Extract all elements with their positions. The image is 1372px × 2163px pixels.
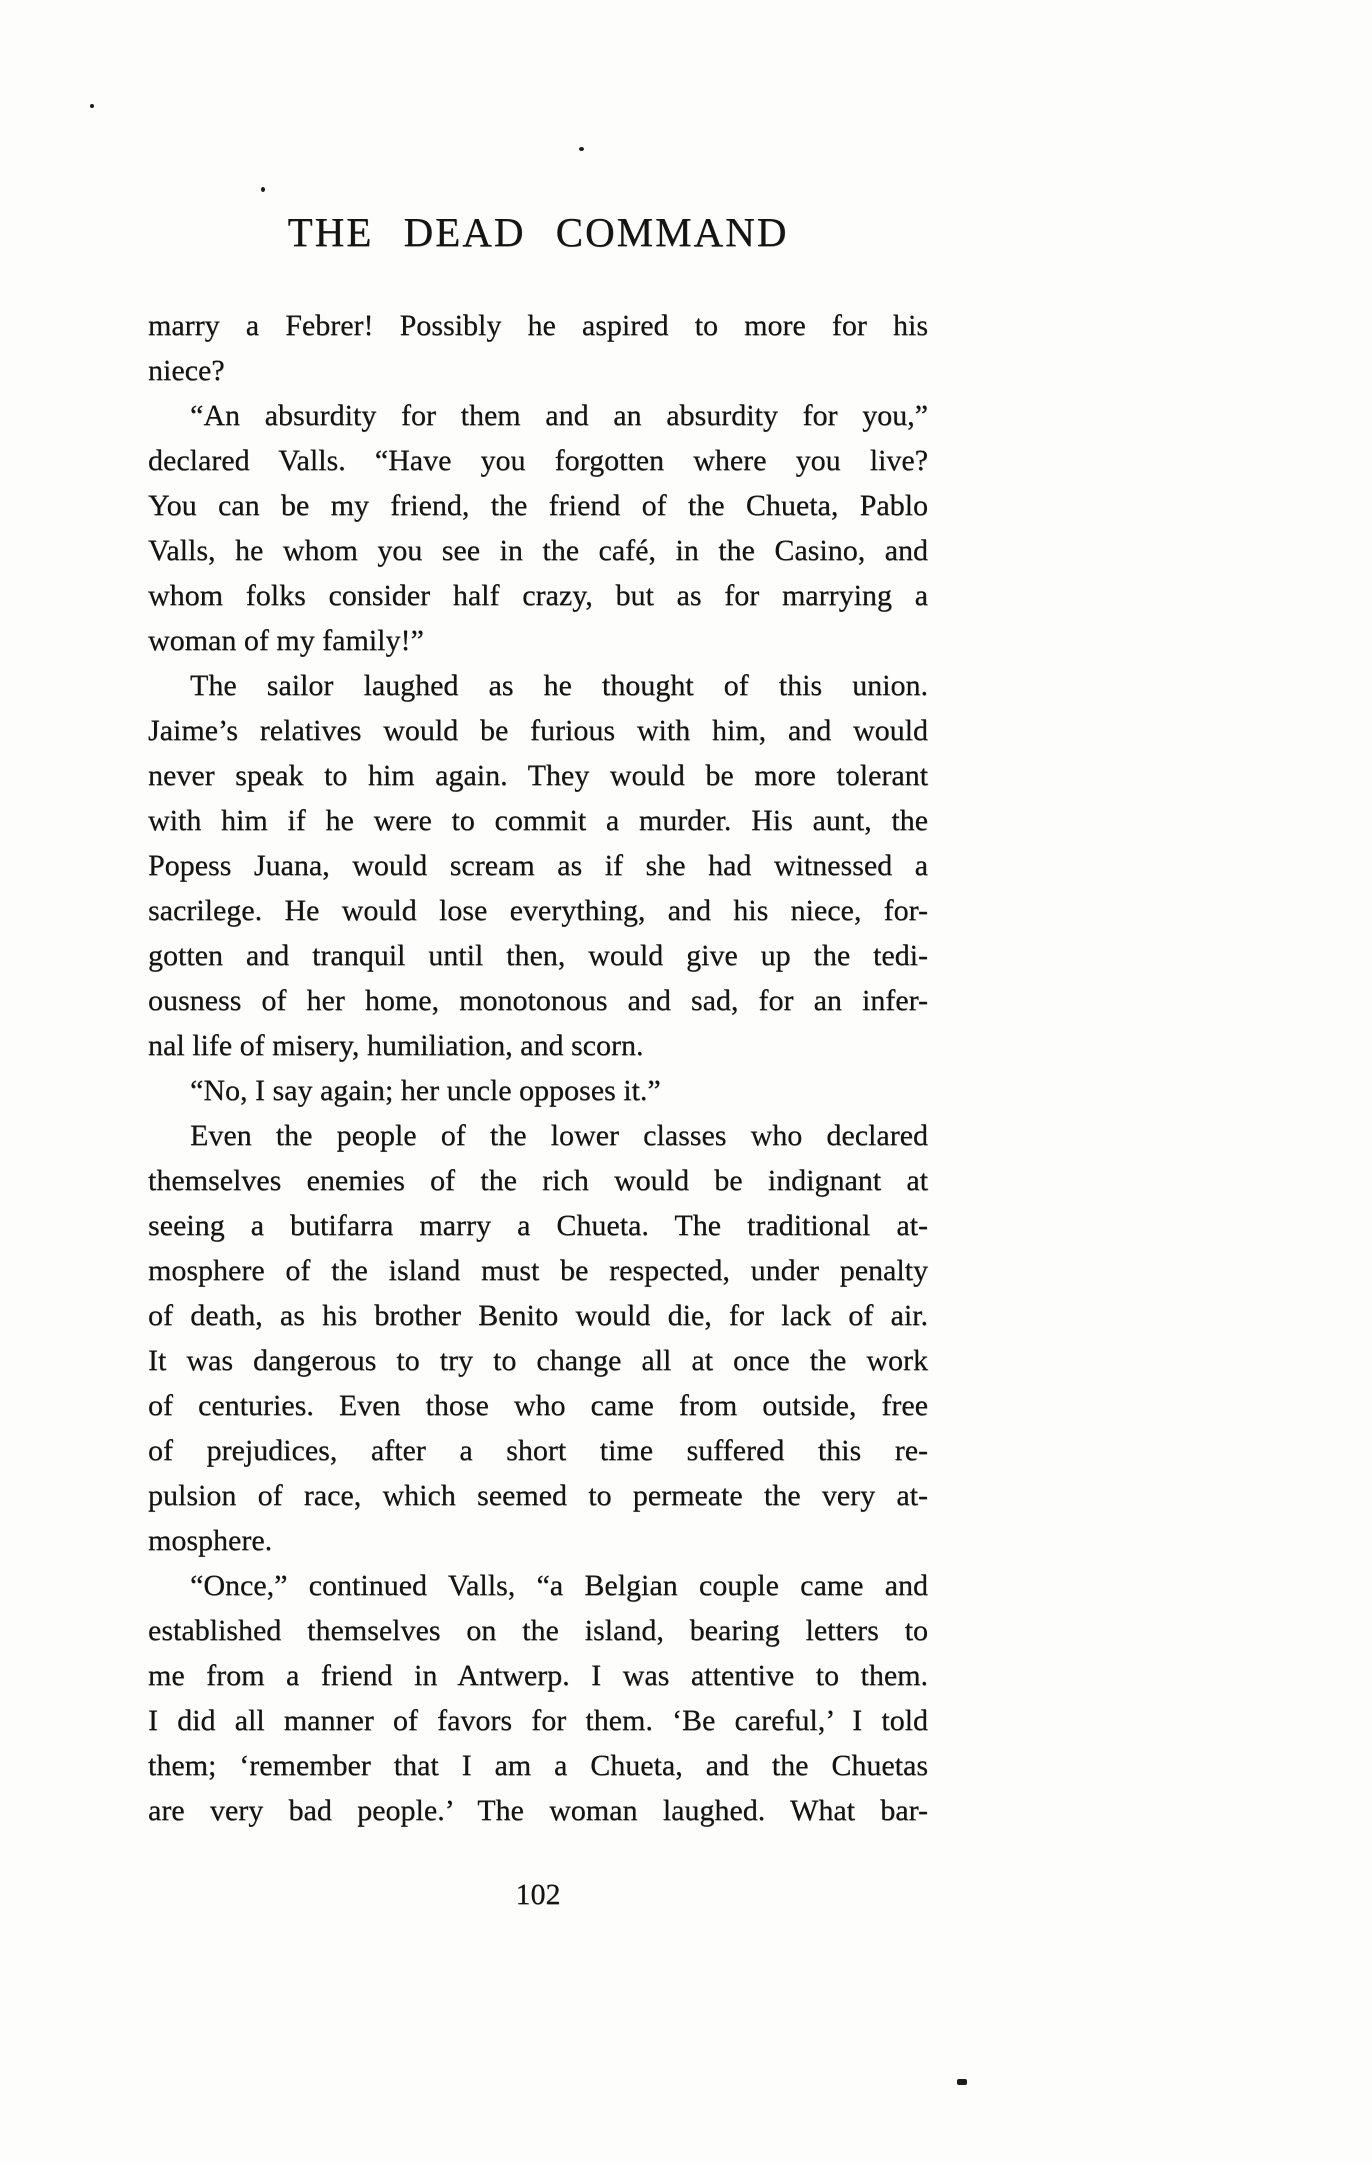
text-line: I did all manner of favors for them. ‘Be careful,’ I told <box>148 1704 928 1737</box>
text-line: “An absurdity for them and an absurdity for you,” <box>190 399 928 432</box>
text-line: “No, I say again; her uncle opposes it.” <box>190 1074 661 1107</box>
text-line: Jaime’s relatives would be furious with him, and would <box>148 714 928 747</box>
text-line: “Once,” continued Valls, “a Belgian couple came and <box>190 1569 928 1602</box>
text-line: woman of my family!” <box>148 624 424 657</box>
text-line: nal life of misery, humiliation, and scorn. <box>148 1029 644 1062</box>
text-line: niece? <box>148 354 225 387</box>
text-line: Popess Juana, would scream as if she had witnessed a <box>148 849 928 882</box>
text-line: seeing a butifarra marry a Chueta. The traditional at- <box>148 1209 928 1242</box>
text-line: Even the people of the lower classes who declared <box>190 1119 928 1152</box>
text-line: of centuries. Even those who came from outside, free <box>148 1389 928 1422</box>
text-line: whom folks consider half crazy, but as for marrying a <box>148 579 928 612</box>
text-line: pulsion of race, which seemed to permeate the very at- <box>148 1479 928 1512</box>
text-line: You can be my friend, the friend of the Chueta, Pablo <box>148 489 928 522</box>
text-line: marry a Febrer! Possibly he aspired to more for his <box>148 309 928 342</box>
text-line: gotten and tranquil until then, would give up the tedi- <box>148 939 928 972</box>
text-line: The sailor laughed as he thought of this union. <box>190 669 928 702</box>
text-line: of prejudices, after a short time suffered this re- <box>148 1434 928 1467</box>
text-line: established themselves on the island, bearing letters to <box>148 1614 928 1647</box>
text-line: mosphere of the island must be respected, under penalty <box>148 1254 928 1287</box>
text-line: ousness of her home, monotonous and sad, for an infer- <box>148 984 928 1017</box>
page-number: 102 <box>515 1878 561 1911</box>
text-line: declared Valls. “Have you forgotten where you live? <box>148 444 928 477</box>
text-line: mosphere. <box>148 1524 273 1557</box>
text-line: sacrilege. He would lose everything, and his niece, for- <box>148 894 928 927</box>
text-line: them; ‘remember that I am a Chueta, and the Chuetas <box>148 1749 928 1782</box>
scan-speck <box>957 2079 967 2085</box>
body-text <box>148 303 928 1833</box>
text-line: with him if he were to commit a murder. His aunt, the <box>148 804 928 837</box>
scan-speck <box>90 104 94 108</box>
text-line: never speak to him again. They would be more tolerant <box>148 759 928 792</box>
text-line: are very bad people.’ The woman laughed. What bar- <box>148 1794 928 1827</box>
text-line: me from a friend in Antwerp. I was attentive to them. <box>148 1659 928 1692</box>
text-line: It was dangerous to try to change all at once the work <box>148 1344 928 1377</box>
text-line: of death, as his brother Benito would die, for lack of air. <box>148 1299 928 1332</box>
scan-speck <box>579 147 584 151</box>
text-line: Valls, he whom you see in the café, in the Casino, and <box>148 534 928 567</box>
scan-speck <box>261 187 265 192</box>
page-title: THE DEAD COMMAND <box>287 209 789 255</box>
text-line: themselves enemies of the rich would be indignant at <box>148 1164 928 1197</box>
